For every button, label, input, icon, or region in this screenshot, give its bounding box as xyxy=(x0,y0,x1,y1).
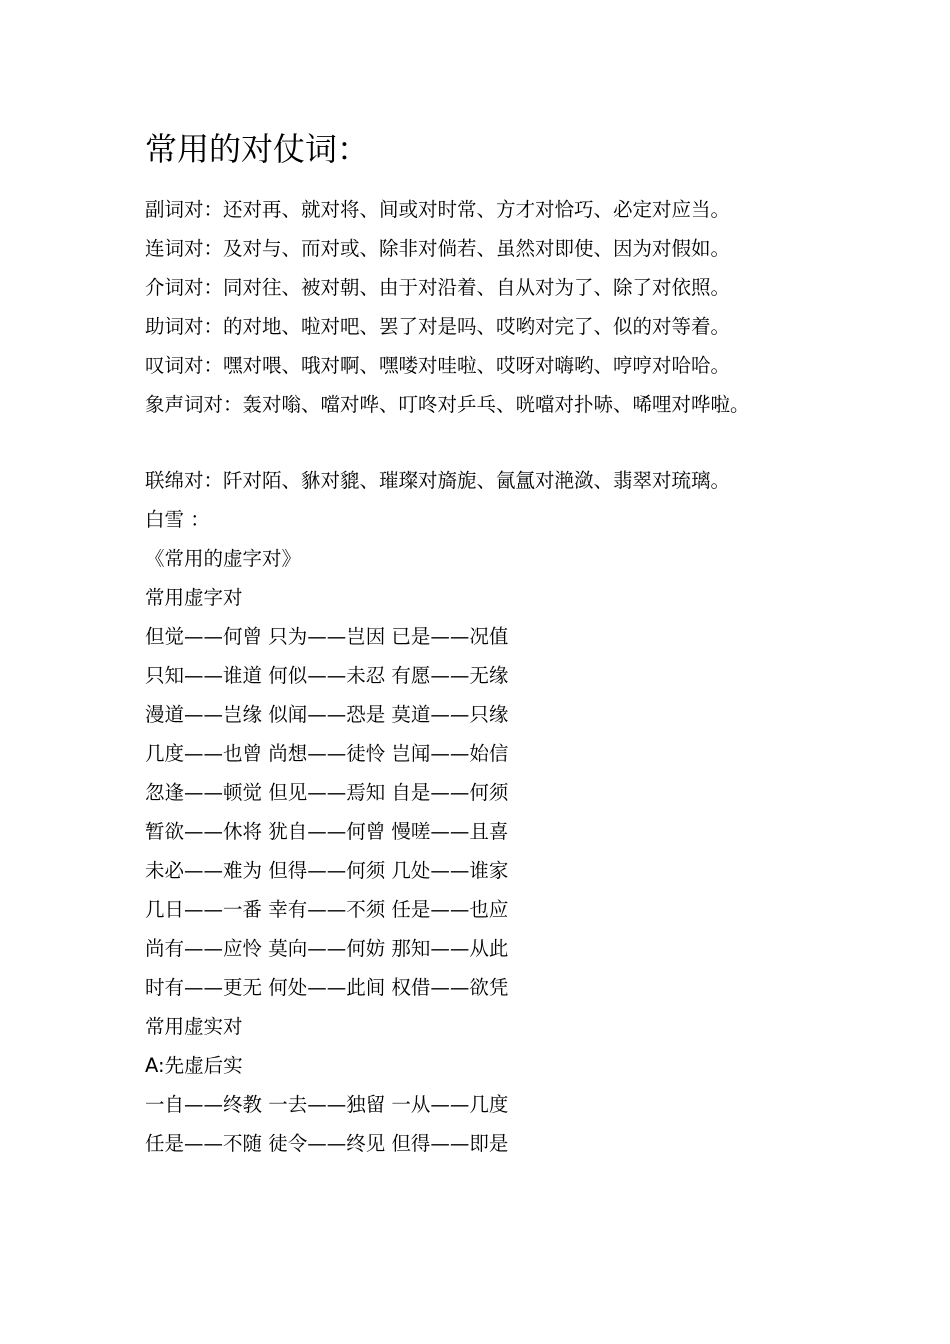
pair-row: 几度——也曾 尚想——徒怜 岂闻——始信 xyxy=(145,742,509,765)
section-heading-xuzi: 常用虚字对 xyxy=(145,586,243,609)
pair-row: 时有——更无 何处——此间 权借——欲凭 xyxy=(145,976,509,999)
pair-row: 未必——难为 但得——何须 几处——谁家 xyxy=(145,859,509,882)
pair-row: 任是——不随 徒令——终见 但得——即是 xyxy=(145,1132,509,1155)
paragraph-preposition-pairs: 介词对：同对往、被对朝、由于对沿着、自从对为了、除了对依照。 xyxy=(145,276,731,299)
paragraph-adverb-pairs: 副词对：还对再、就对将、间或对时常、方才对恰巧、必定对应当。 xyxy=(145,198,731,221)
author-line: 白雪 ： xyxy=(145,508,210,531)
paragraph-lianmian-pairs: 联绵对：阡对陌、貅对貔、璀璨对旖旎、氤氲对滟潋、翡翠对琉璃。 xyxy=(145,469,731,492)
pair-row: 但觉——何曾 只为——岂因 已是——况值 xyxy=(145,625,509,648)
pair-row: 暂欲——休将 犹自——何曾 慢嗟——且喜 xyxy=(145,820,509,843)
pair-row: 尚有——应怜 莫向——何妨 那知——从此 xyxy=(145,937,509,960)
pair-row: 只知——谁道 何似——未忍 有愿——无缘 xyxy=(145,664,509,687)
pair-row: 一自——终教 一去——独留 一从——几度 xyxy=(145,1093,509,1116)
pair-row: 几日——一番 幸有——不须 任是——也应 xyxy=(145,898,509,921)
book-title: 《常用的虚字对》 xyxy=(145,547,302,570)
subsection-heading-a: A:先虚后实 xyxy=(145,1054,243,1077)
paragraph-conjunction-pairs: 连词对：及对与、而对或、除非对倘若、虽然对即使、因为对假如。 xyxy=(145,237,731,260)
pair-row: 忽逢——顿觉 但见——焉知 自是——何须 xyxy=(145,781,509,804)
page-title: 常用的对仗词： xyxy=(145,130,370,168)
paragraph-particle-pairs: 助词对：的对地、啦对吧、罢了对是吗、哎哟对完了、似的对等着。 xyxy=(145,315,731,338)
paragraph-onomatopoeia-pairs: 象声词对：轰对嗡、噹对哗、叮咚对乒乓、咣噹对扑哧、唏哩对哗啦。 xyxy=(145,393,750,416)
section-heading-xushi: 常用虚实对 xyxy=(145,1015,243,1038)
pair-row: 漫道——岂缘 似闻——恐是 莫道——只缘 xyxy=(145,703,509,726)
paragraph-interjection-pairs: 叹词对：嘿对喂、哦对啊、嘿喽对哇啦、哎呀对嗨哟、哼哼对哈哈。 xyxy=(145,354,731,377)
